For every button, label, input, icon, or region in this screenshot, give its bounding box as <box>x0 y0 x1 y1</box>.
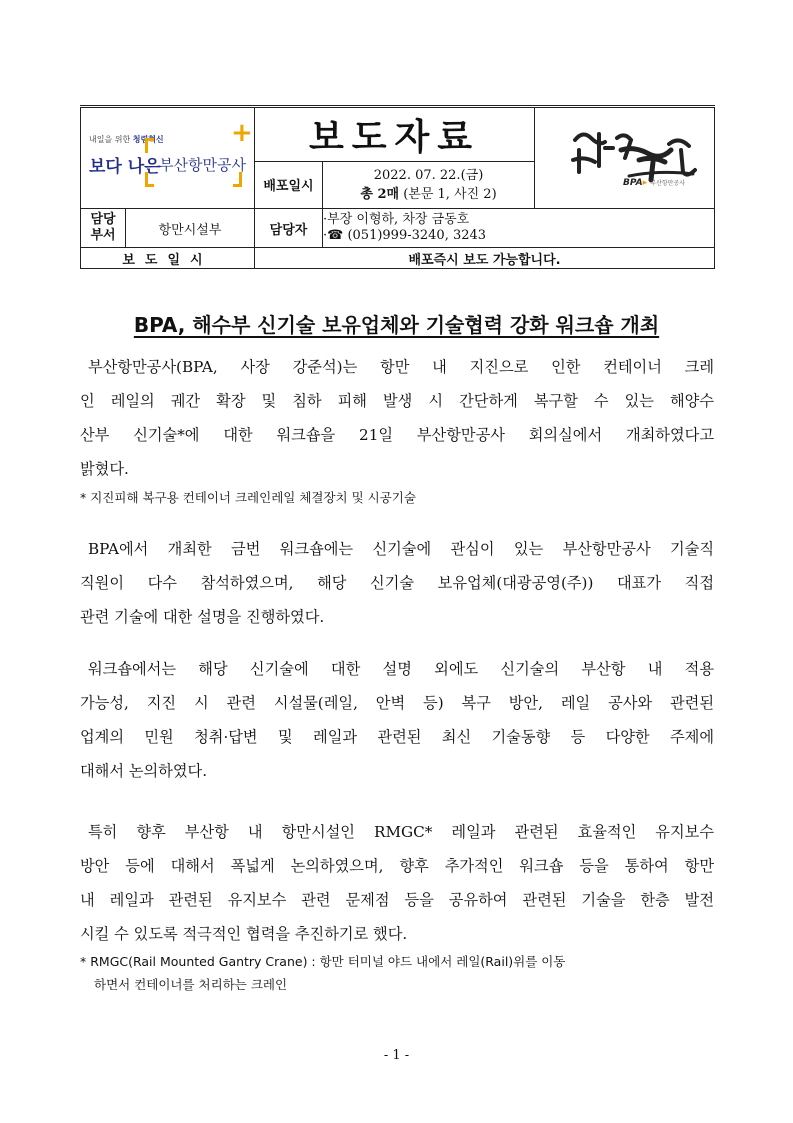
logo-bracket-icon <box>145 172 154 187</box>
distribution-count: 총 2매 (본문 1, 사진 2) <box>360 186 497 202</box>
document-title: 보도자료 <box>255 107 535 162</box>
distribution-label: 배포일시 <box>255 161 323 208</box>
footnote-rmgc: * RMGC(Rail Mounted Gantry Crane) : 항만 터미널 야드 내에서 레일(Rail)위를 이동 하면서 컨테이너를 처리하는 크레인 <box>80 954 566 992</box>
logo-org-name: 부산항만공사 <box>159 156 246 174</box>
contact-info <box>323 209 715 248</box>
article-headline: BPA, 해수부 신기술 보유업체와 기술협력 강화 워크숍 개최 <box>133 313 660 337</box>
footnote-new-technology: * 지진피해 복구용 컨테이너 크레인레일 체결장치 및 시공기술 <box>80 490 416 505</box>
bpa-mark-sub: 부산항만공사 <box>650 180 686 187</box>
distribution-date: 2022. 07. 22.(금) <box>373 167 484 183</box>
paragraph-1: 부산항만공사(BPA, 사장 강준석)는 항만 내 지진으로 인한 컨테이너 크레 인 레일의 궤간 확장 및 침하 피해 발생 시 간단하게 복구할 수 있는 해양수 산부 신기술*에 대한 워크숍을 21일 부산항만공사 회의실에서 개최하였다고 밝혔다. <box>80 358 714 478</box>
department-value: 항만시설부 <box>158 222 222 238</box>
bpa-mark: BPA▸ 부산항만공사 <box>623 178 686 188</box>
logo-slogan-highlight: 청렴혁신 <box>132 135 164 144</box>
brush-lettering-icon <box>569 120 699 200</box>
bpa-logo <box>81 107 255 209</box>
contact-phone: ·☎ (051)999-3240, 3243 <box>323 228 487 243</box>
logo-slogan-prefix: 내일을 위한 <box>89 135 131 144</box>
release-label: 보도일시 <box>81 248 255 269</box>
page-number: - 1 - <box>383 1048 410 1063</box>
logo-main-text: 보다 나은 <box>89 157 161 177</box>
press-header-table <box>80 105 715 269</box>
logo-bracket-icon <box>145 138 154 153</box>
department-row <box>81 209 255 248</box>
contact-label: 담당자 <box>255 209 323 248</box>
contact-names: ·부장 이형하, 차장 금동호 <box>323 212 470 227</box>
paragraph-4: 특히 향후 부산항 내 항만시설인 RMGC* 레일과 관련된 효율적인 유지보수 방안 등에 대해서 폭넓게 논의하였으며, 향후 추가적인 워크숍 등을 통하여 항만 내 레일과 관련된 유지보수 관련 문제점 등을 공유하여 관련된 기술을 한층 발전 시킬 수 있도록 적극적인 협력을 추진하기로 했다. <box>80 823 714 943</box>
release-value: 배포즉시 보도 가능합니다. <box>255 248 715 269</box>
busan-port-slogan-logo <box>535 107 715 209</box>
paragraph-2: BPA에서 개최한 금번 워크숍에는 신기술에 관심이 있는 부산항만공사 기술직 직원이 다수 참석하였으며, 해당 신기술 보유업체(대광공영(주)) 대표가 직접 관련 기술에 대한 설명을 진행하였다. <box>80 540 714 626</box>
distribution-info <box>323 161 535 208</box>
logo-plus-icon: + <box>231 118 253 148</box>
department-label: 담당 부서 <box>81 209 126 247</box>
paragraph-3: 워크숍에서는 해당 신기술에 대한 설명 외에도 신기술의 부산항 내 적용 가능성, 지진 시 관련 시설물(레일, 안벽 등) 복구 방안, 레일 공사와 관련된 업계의 민원 청취·답변 및 레일과 관련된 최신 기술동향 등 다양한 주제에 대해서 논의하였다. <box>80 660 714 780</box>
